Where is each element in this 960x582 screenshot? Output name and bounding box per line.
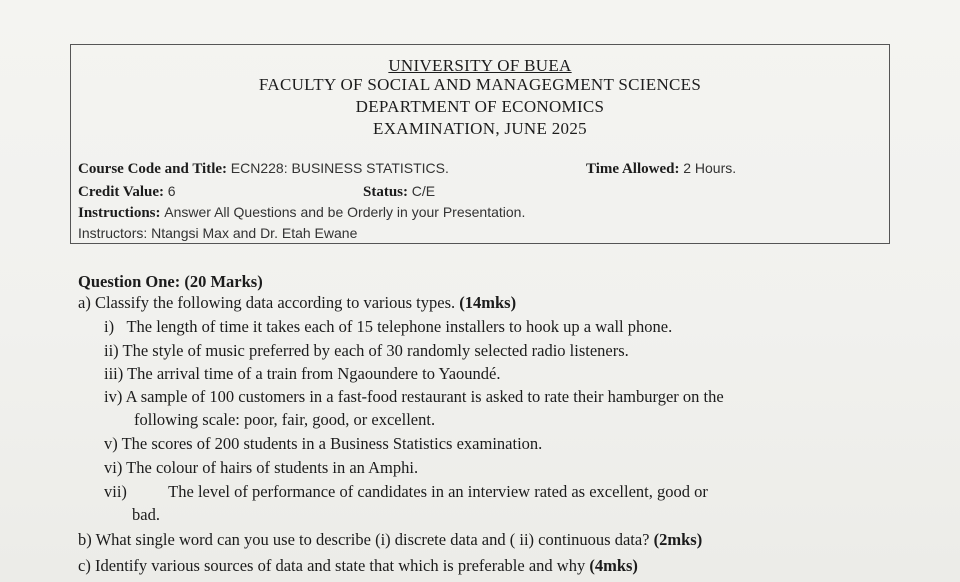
item-vii-continuation: bad.: [132, 505, 160, 524]
time-label: Time Allowed:: [586, 161, 680, 177]
faculty-title: FACULTY OF SOCIAL AND MANAGEGMENT SCIENCES: [258, 75, 702, 94]
part-b-marks: (2mks): [653, 530, 703, 549]
item-iv: iv) A sample of 100 customers in a fast-food restaurant is asked to rate their hamburger on the: [104, 387, 724, 406]
item-iv-continuation: following scale: poor, fair, good, or excellent.: [134, 410, 436, 429]
status-line: [363, 182, 435, 201]
department-title: DEPARTMENT OF ECONOMICS: [355, 97, 605, 116]
part-a-text: a) Classify the following data according to various types.: [78, 293, 456, 312]
course-label: Course Code and Title:: [78, 161, 228, 177]
item-i: i) The length of time it takes each of 15 telephone installers to hook up a wall phone.: [104, 317, 673, 336]
part-c: [78, 556, 638, 576]
course-value: ECN228: BUSINESS STATISTICS.: [230, 160, 449, 176]
status-label: Status:: [363, 184, 409, 200]
instructors-value: Instructors: Ntangsi Max and Dr. Etah Ewane: [78, 225, 358, 241]
part-a: [78, 293, 516, 313]
time-line: [586, 159, 736, 178]
instructions-value: Answer All Questions and be Orderly in your Presentation.: [164, 204, 526, 220]
item-vii: vii) The level of performance of candidates in an interview rated as excellent, good or: [104, 482, 708, 501]
credit-label: Credit Value:: [78, 184, 164, 200]
part-b-text: b) What single word can you use to describe (i) discrete data and ( ii) continuous data?: [78, 530, 650, 549]
part-c-marks: (4mks): [589, 556, 638, 575]
part-c-text: c) Identify various sources of data and state that which is preferable and why: [78, 556, 586, 575]
question-one-heading: Question One: (20 Marks): [78, 272, 263, 291]
credit-line: [78, 182, 176, 201]
examination-title: EXAMINATION, JUNE 2025: [373, 119, 587, 138]
item-iii: iii) The arrival time of a train from Ngaoundere to Yaoundé.: [104, 364, 501, 383]
instructions-line: [78, 203, 525, 222]
part-b: [78, 530, 702, 550]
status-value: C/E: [411, 183, 436, 199]
credit-value: 6: [167, 183, 176, 199]
part-a-marks: (14mks): [459, 293, 517, 312]
instructions-label: Instructions:: [78, 205, 161, 221]
item-v: v) The scores of 200 students in a Business Statistics examination.: [104, 434, 543, 453]
item-vi: vi) The colour of hairs of students in an Amphi.: [104, 458, 419, 477]
time-value: 2 Hours.: [683, 160, 737, 176]
item-ii: ii) The style of music preferred by each of 30 randomly selected radio listeners.: [104, 341, 629, 360]
university-title: UNIVERSITY OF BUEA: [388, 56, 572, 75]
course-line: [78, 159, 449, 178]
instructors-line: [78, 224, 357, 243]
